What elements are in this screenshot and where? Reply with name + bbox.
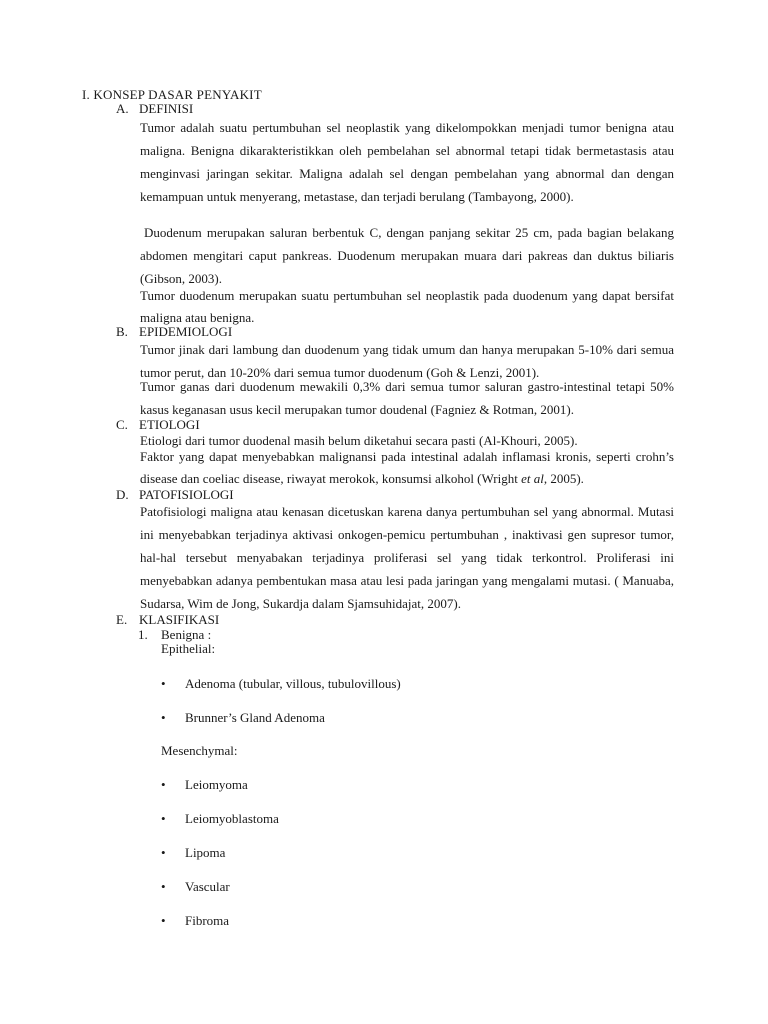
section-heading-etiologi: C. ETIOLOGI <box>116 417 200 432</box>
bullet-icon: • <box>161 710 166 725</box>
paragraph-etiologi-pasti: Etiologi dari tumor duodenal masih belum diketahui secara pasti (Al-Khouri, 2005). <box>140 433 578 448</box>
list-item: • Leiomyoma <box>161 777 248 792</box>
subheading-epithelial: Epithelial: <box>161 641 216 656</box>
paragraph-etiologi-faktor: Faktor yang dapat menyebabkan malignansi pada intestinal adalah inflamasi kronis, seperti crohn’s disease dan coeliac disease, riwayat merokok, konsumsi alkohol (Wright et al, 2005). <box>140 449 674 486</box>
bullet-icon: • <box>161 676 166 691</box>
bullet-icon: • <box>161 879 166 894</box>
list-item: • Adenoma (tubular, villous, tubulovillous) <box>161 676 401 691</box>
list-item: • Leiomyoblastoma <box>161 811 279 826</box>
list-item: • Fibroma <box>161 913 230 928</box>
paragraph-definisi-tumor: Tumor adalah suatu pertumbuhan sel neoplastik yang dikelompokkan menjadi tumor benigna atau maligna. Benigna dikarakteristikkan oleh pembelahan sel abnormal tetapi tidak bermetastasis atau menginvasi jaringan sekitar. Maligna adalah sel dengan pembelahan yang abnormal dan dengan kemampuan untuk menyerang, metastase, dan terjadi berulang (Tambayong, 2000). <box>140 120 674 204</box>
list-item: • Lipoma <box>161 845 226 860</box>
list-item: • Brunner’s Gland Adenoma <box>161 710 325 725</box>
list-item: • Vascular <box>161 879 230 894</box>
section-heading-klasifikasi: E. KLASIFIKASI <box>116 612 220 627</box>
bullet-icon: • <box>161 913 166 928</box>
section-heading-epidemiologi: B. EPIDEMIOLOGI <box>116 324 233 339</box>
bullet-icon: • <box>161 845 166 860</box>
section-heading-definisi: A. DEFINISI <box>116 101 194 116</box>
paragraph-definisi-tumor-duodenum: Tumor duodenum merupakan suatu pertumbuhan sel neoplastik pada duodenum yang dapat bersifat maligna atau benigna. <box>140 288 674 325</box>
paragraph-patofisiologi: Patofisiologi maligna atau kenasan dicetuskan karena danya pertumbuhan sel yang abnormal. Mutasi ini menyebabkan terjadinya aktivasi onkogen-pemicu pertumbuhan , inaktivasi gen supresor tumor, hal-hal tersebut menyabakan terjadinya proliferasi sel yang tidak terkontrol. Proliferasi ini menyebabkan adanya pembentukan masa atau lesi pada jaringan yang mengalami mutasi. ( Manuaba, Sudarsa, Wim de Jong, Sukardja dalam Sjamsuhidajat, 2007). <box>140 504 674 611</box>
bullet-icon: • <box>161 811 166 826</box>
list-item-benigna: 1. Benigna : <box>138 627 212 642</box>
paragraph-definisi-duodenum: Duodenum merupakan saluran berbentuk C, dengan panjang sekitar 25 cm, pada bagian belakang abdomen mengitari caput pankreas. Duodenum merupakan muara dari pakreas dan duktus biliaris (Gibson, 2003). <box>140 225 674 286</box>
paragraph-epidemiologi-ganas: Tumor ganas dari duodenum mewakili 0,3% dari semua tumor saluran gastro-intestinal tetapi 50% kasus keganasan usus kecil merupakan tumor doudenal (Fagniez & Rotman, 2001). <box>140 379 674 417</box>
bullet-icon: • <box>161 777 166 792</box>
paragraph-epidemiologi-jinak: Tumor jinak dari lambung dan duodenum yang tidak umum dan hanya merupakan 5-10% dari semua tumor perut, dan 10-20% dari semua tumor duodenum (Goh & Lenzi, 2001). <box>140 342 674 380</box>
section-heading-patofisiologi: D. PATOFISIOLOGI <box>116 487 234 502</box>
subheading-mesenchymal: Mesenchymal: <box>161 743 238 758</box>
document-title: I. KONSEP DASAR PENYAKIT <box>82 87 262 102</box>
